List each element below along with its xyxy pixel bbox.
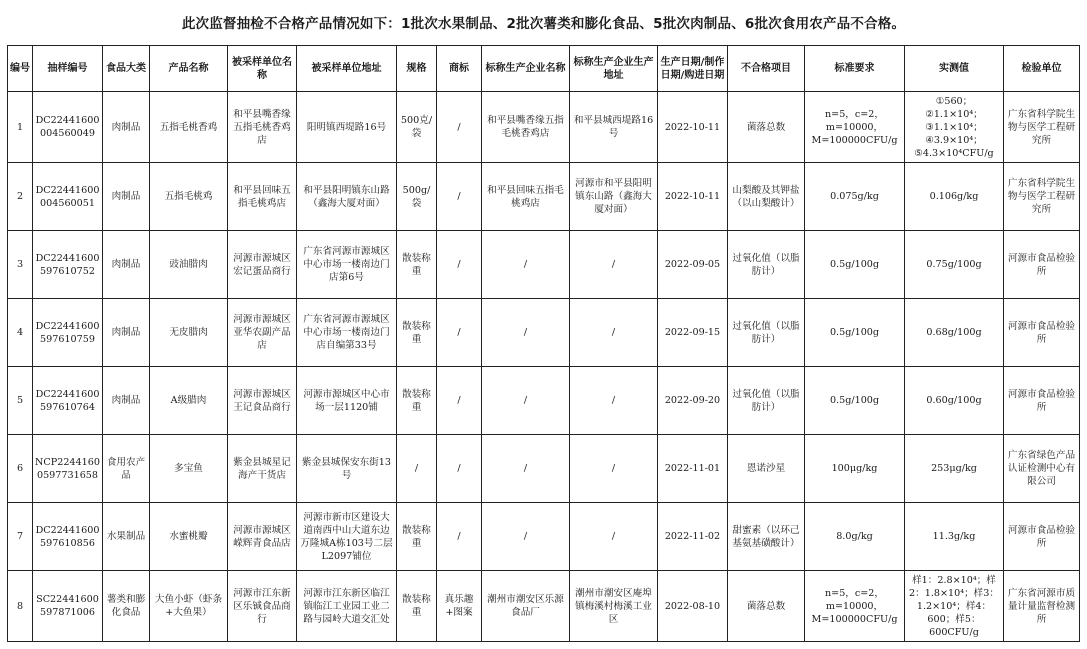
table-row	[8, 367, 1080, 435]
cell-standard: 0.5g/100g	[805, 367, 905, 435]
unqualified-products-table	[7, 45, 1080, 642]
cell-maker: 和平县嘴香缘五指毛桃香鸡店	[482, 92, 570, 163]
table-row	[8, 163, 1080, 231]
cell-unit: 河源市源城区宏记蛋品商行	[228, 231, 297, 299]
cell-standard: n=5，c=2，m=10000，M=100000CFU/g	[805, 571, 905, 642]
cell-maker: /	[482, 503, 570, 571]
cell-sample-id: DC22441600597610764	[33, 367, 103, 435]
cell-date: 2022-11-02	[658, 503, 728, 571]
cell-sample-id: DC22441600597610856	[33, 503, 103, 571]
cell-item: 过氧化值（以脂肪计）	[728, 231, 805, 299]
col-header-maker: 标称生产企业名称	[482, 46, 570, 92]
cell-sample-id: NCP22441600597731658	[33, 435, 103, 503]
cell-standard: 8.0g/kg	[805, 503, 905, 571]
cell-measured-text: 样1：2.8×10⁴；样2：1.8×10⁴；样3：1.2×10⁴；样4：600；样5：600CFU/g	[909, 575, 999, 638]
cell-unit-addr: 河源市新市区建设大道南西中山大道东边万隆城A栋103号二层L2097铺位	[297, 503, 397, 571]
cell-sample-id: DC22441600004560051	[33, 163, 103, 231]
cell-maker: /	[482, 299, 570, 367]
col-header-category: 食品大类	[103, 46, 150, 92]
cell-product: A级腊肉	[150, 367, 228, 435]
cell-date: 2022-09-05	[658, 231, 728, 299]
cell-maker-addr: 河源市和平县阳明镇东山路（鑫海大厦对面）	[570, 163, 658, 231]
cell-item: 过氧化值（以脂肪计）	[728, 367, 805, 435]
col-header-product: 产品名称	[150, 46, 228, 92]
cell-measured-text: ①560；②1.1×10⁴；③1.1×10⁴；④3.9×10⁴；⑤4.3×10⁴CFU/g	[914, 96, 994, 159]
cell-lab: 河源市食品检验所	[1004, 231, 1080, 299]
cell-unit: 河源市源城区王记食品商行	[228, 367, 297, 435]
cell-lab: 河源市食品检验所	[1004, 367, 1080, 435]
cell-item: 山梨酸及其钾盐（以山梨酸计）	[728, 163, 805, 231]
cell-lab: 河源市食品检验所	[1004, 503, 1080, 571]
col-header-sample-id: 抽样编号	[33, 46, 103, 92]
cell-brand: /	[437, 231, 482, 299]
cell-unit: 河源市源城区亚华农副产品店	[228, 299, 297, 367]
cell-no: 1	[8, 92, 33, 163]
cell-date: 2022-09-15	[658, 299, 728, 367]
cell-date: 2022-10-11	[658, 163, 728, 231]
cell-date: 2022-10-11	[658, 92, 728, 163]
col-header-spec: 规格	[397, 46, 437, 92]
cell-measured: 253μg/kg	[905, 435, 1004, 503]
cell-category: 水果制品	[103, 503, 150, 571]
col-header-measured: 实测值	[905, 46, 1004, 92]
cell-maker: 和平县回味五指毛桃鸡店	[482, 163, 570, 231]
col-header-brand: 商标	[437, 46, 482, 92]
cell-maker: 潮州市潮安区乐源食品厂	[482, 571, 570, 642]
cell-measured	[905, 571, 1004, 642]
cell-maker-addr: /	[570, 231, 658, 299]
cell-brand: /	[437, 92, 482, 163]
cell-category: 食用农产品	[103, 435, 150, 503]
cell-unit-addr: 阳明镇西堤路16号	[297, 92, 397, 163]
cell-brand: /	[437, 299, 482, 367]
table-row	[8, 571, 1080, 642]
cell-item: 过氧化值（以脂肪计）	[728, 299, 805, 367]
cell-unit-addr: 广东省河源市源城区中心市场一楼南边门店第6号	[297, 231, 397, 299]
col-header-unit-addr: 被采样单位地址	[297, 46, 397, 92]
cell-sample-id: SC22441600597871006	[33, 571, 103, 642]
cell-category: 肉制品	[103, 163, 150, 231]
page-title: 此次监督抽检不合格产品情况如下：1批次水果制品、2批次薯类和膨化食品、5批次肉制品、6批次食用农产品不合格。	[181, 16, 906, 32]
col-header-unit: 被采样单位名称	[228, 46, 297, 92]
cell-unit-addr: 紫金县城保安东街13号	[297, 435, 397, 503]
cell-spec: 散装称重	[397, 231, 437, 299]
cell-unit-addr: 广东省河源市源城区中心市场一楼南边门店自编第33号	[297, 299, 397, 367]
cell-brand: /	[437, 503, 482, 571]
cell-no: 3	[8, 231, 33, 299]
cell-maker-addr: /	[570, 299, 658, 367]
header-row	[8, 46, 1080, 92]
table-row	[8, 92, 1080, 163]
cell-measured: 11.3g/kg	[905, 503, 1004, 571]
cell-unit: 和平县回味五指毛桃鸡店	[228, 163, 297, 231]
cell-sample-id: DC22441600597610752	[33, 231, 103, 299]
cell-lab: 广东省河源市质量计量监督检测所	[1004, 571, 1080, 642]
cell-spec: 500g/袋	[397, 163, 437, 231]
cell-measured: 0.106g/kg	[905, 163, 1004, 231]
cell-no: 2	[8, 163, 33, 231]
cell-standard: 100μg/kg	[805, 435, 905, 503]
cell-unit-addr: 河源市源城区中心市场一层1120铺	[297, 367, 397, 435]
cell-maker: /	[482, 231, 570, 299]
cell-standard: n=5，c=2，m=10000，M=100000CFU/g	[805, 92, 905, 163]
cell-brand: 真乐趣+图案	[437, 571, 482, 642]
cell-maker-addr: /	[570, 435, 658, 503]
cell-date: 2022-09-20	[658, 367, 728, 435]
cell-spec: 散装称重	[397, 367, 437, 435]
cell-unit: 河源市源城区嵘辉青食品店	[228, 503, 297, 571]
table-row	[8, 231, 1080, 299]
cell-no: 7	[8, 503, 33, 571]
cell-item: 恩诺沙星	[728, 435, 805, 503]
cell-maker-addr: /	[570, 367, 658, 435]
cell-lab: 广东省科学院生物与医学工程研究所	[1004, 92, 1080, 163]
cell-unit: 紫金县城星记海产干货店	[228, 435, 297, 503]
cell-maker-addr: 潮州市潮安区庵埠镇梅溪村梅溪工业区	[570, 571, 658, 642]
col-header-no: 编号	[8, 46, 33, 92]
cell-item: 菌落总数	[728, 92, 805, 163]
cell-spec: 散装称重	[397, 503, 437, 571]
cell-date: 2022-11-01	[658, 435, 728, 503]
cell-no: 8	[8, 571, 33, 642]
table-row	[8, 299, 1080, 367]
cell-product: 水蜜桃瓣	[150, 503, 228, 571]
cell-unit-addr: 和平县阳明镇东山路（鑫海大厦对面）	[297, 163, 397, 231]
cell-standard: 0.5g/100g	[805, 231, 905, 299]
cell-lab: 河源市食品检验所	[1004, 299, 1080, 367]
cell-unit: 河源市江东新区乐铖食品商行	[228, 571, 297, 642]
cell-unit-addr: 河源市江东新区临江镇临江工业园工业二路与园岭大道交汇处	[297, 571, 397, 642]
cell-measured: 0.75g/100g	[905, 231, 1004, 299]
cell-product: 五指毛桃鸡	[150, 163, 228, 231]
cell-date: 2022-08-10	[658, 571, 728, 642]
cell-category: 肉制品	[103, 92, 150, 163]
cell-product: 无皮腊肉	[150, 299, 228, 367]
cell-item: 菌落总数	[728, 571, 805, 642]
cell-standard: 0.5g/100g	[805, 299, 905, 367]
cell-spec: 散装称重	[397, 571, 437, 642]
cell-item: 甜蜜素（以环己基氨基磺酸计）	[728, 503, 805, 571]
col-header-standard: 标准要求	[805, 46, 905, 92]
cell-lab: 广东省绿色产品认证检测中心有限公司	[1004, 435, 1080, 503]
cell-measured: 0.68g/100g	[905, 299, 1004, 367]
cell-product: 五指毛桃香鸡	[150, 92, 228, 163]
cell-category: 肉制品	[103, 367, 150, 435]
cell-product: 大鱼小虾（虾条+大鱼果）	[150, 571, 228, 642]
cell-brand: /	[437, 163, 482, 231]
cell-lab: 广东省科学院生物与医学工程研究所	[1004, 163, 1080, 231]
cell-product: 多宝鱼	[150, 435, 228, 503]
col-header-maker-addr: 标称生产企业生产地址	[570, 46, 658, 92]
cell-spec: 散装称重	[397, 299, 437, 367]
cell-maker: /	[482, 367, 570, 435]
cell-sample-id: DC22441600597610759	[33, 299, 103, 367]
cell-maker-addr: /	[570, 503, 658, 571]
cell-brand: /	[437, 435, 482, 503]
cell-spec: 500克/袋	[397, 92, 437, 163]
cell-brand: /	[437, 367, 482, 435]
cell-no: 6	[8, 435, 33, 503]
col-header-lab: 检验单位	[1004, 46, 1080, 92]
cell-category: 肉制品	[103, 299, 150, 367]
cell-spec: /	[397, 435, 437, 503]
cell-measured	[905, 92, 1004, 163]
cell-measured: 0.60g/100g	[905, 367, 1004, 435]
cell-unit: 和平县嘴香缘五指毛桃香鸡店	[228, 92, 297, 163]
table-row	[8, 503, 1080, 571]
col-header-date: 生产日期/制作日期/购进日期	[658, 46, 728, 92]
cell-sample-id: DC22441600004560049	[33, 92, 103, 163]
col-header-item: 不合格项目	[728, 46, 805, 92]
cell-product: 豉油腊肉	[150, 231, 228, 299]
cell-no: 5	[8, 367, 33, 435]
cell-category: 肉制品	[103, 231, 150, 299]
cell-no: 4	[8, 299, 33, 367]
cell-category: 薯类和膨化食品	[103, 571, 150, 642]
cell-maker-addr: 和平县城西堤路16号	[570, 92, 658, 163]
cell-maker: /	[482, 435, 570, 503]
table-row	[8, 435, 1080, 503]
cell-standard: 0.075g/kg	[805, 163, 905, 231]
